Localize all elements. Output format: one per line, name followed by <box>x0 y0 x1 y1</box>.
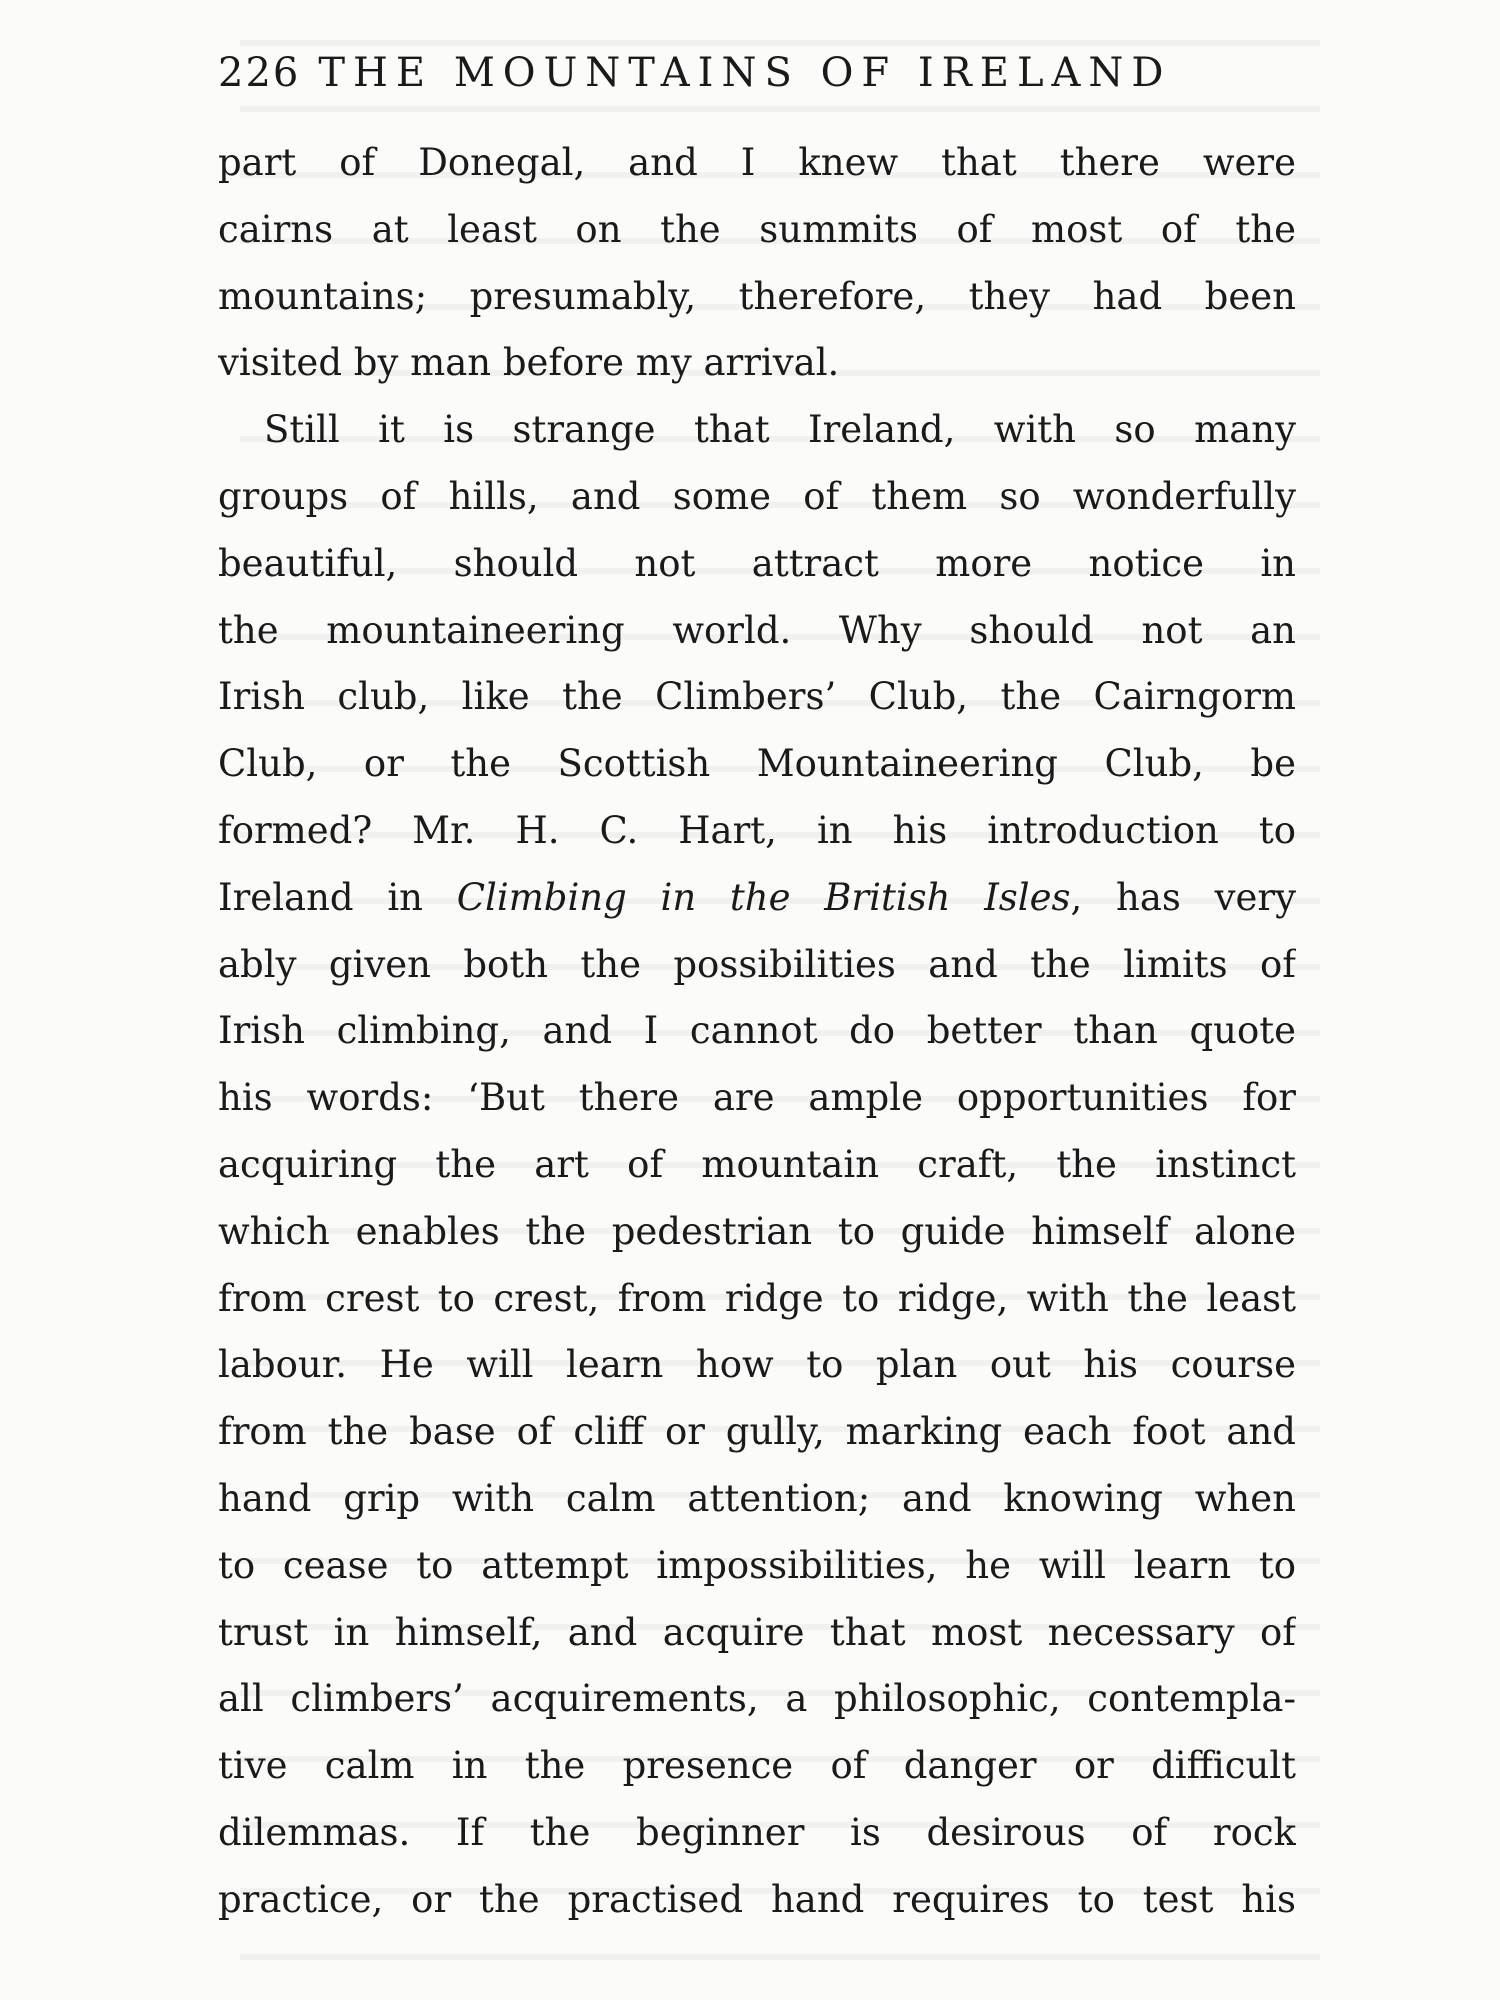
text-line: part of Donegal, and I knew that there were <box>218 141 1296 184</box>
text-line: Still it is strange that Ireland, with so many <box>264 408 1296 452</box>
text-line: all climbers’ acquirements, a philosophic, contempla- <box>218 1677 1296 1721</box>
text-line-italic-title <box>218 865 1296 932</box>
text-line: cairns at least on the summits of most of the <box>218 207 1296 251</box>
text-line: beautiful, should not attract more notice in <box>218 541 1296 585</box>
text-line: which enables the pedestrian to guide himself alone <box>218 1209 1296 1253</box>
text-fragment: Ireland in <box>218 875 457 919</box>
book-title-italic: Climbing in the British Isles <box>456 875 1071 919</box>
text-line: labour. He will learn how to plan out his course <box>218 1343 1296 1387</box>
text-line: tive calm in the presence of danger or difficult <box>218 1744 1296 1788</box>
text-line: ably given both the possibilities and the limits of <box>218 942 1296 986</box>
running-header <box>218 48 1298 98</box>
text-line: visited by man before my arrival. <box>218 341 840 385</box>
text-line: acquiring the art of mountain craft, the instinct <box>218 1142 1296 1186</box>
text-line: hand grip with calm attention; and knowing when <box>218 1476 1296 1520</box>
text-line: his words: ‘But there are ample opportunities for <box>218 1076 1296 1120</box>
text-fragment: , has very <box>1070 875 1296 919</box>
text-line: formed? Mr. H. C. Hart, in his introduction to <box>218 808 1296 852</box>
text-line: dilemmas. If the beginner is desirous of rock <box>218 1810 1296 1854</box>
text-line: from crest to crest, from ridge to ridge, with the least <box>218 1276 1296 1320</box>
text-line: trust in himself, and acquire that most necessary of <box>218 1610 1296 1654</box>
text-line: to cease to attempt impossibilities, he will learn to <box>218 1543 1296 1587</box>
text-line: mountains; presumably, therefore, they had been <box>218 274 1296 318</box>
text-line: from the base of cliff or gully, marking each foot and <box>218 1410 1296 1454</box>
text-line: Irish climbing, and I cannot do better than quote <box>218 1009 1296 1053</box>
text-line: practice, or the practised hand requires to test his <box>218 1877 1296 1921</box>
text-line: groups of hills, and some of them so wonderfully <box>218 474 1296 518</box>
text-line: Irish club, like the Climbers’ Club, the Cairngorm <box>218 675 1296 719</box>
body-text <box>218 130 1296 1934</box>
text-line: the mountaineering world. Why should not an <box>218 608 1296 652</box>
page-number: 226 <box>218 50 301 96</box>
text-line: Club, or the Scottish Mountaineering Club, be <box>218 742 1296 786</box>
running-title: THE MOUNTAINS OF IRELAND <box>318 50 1172 96</box>
